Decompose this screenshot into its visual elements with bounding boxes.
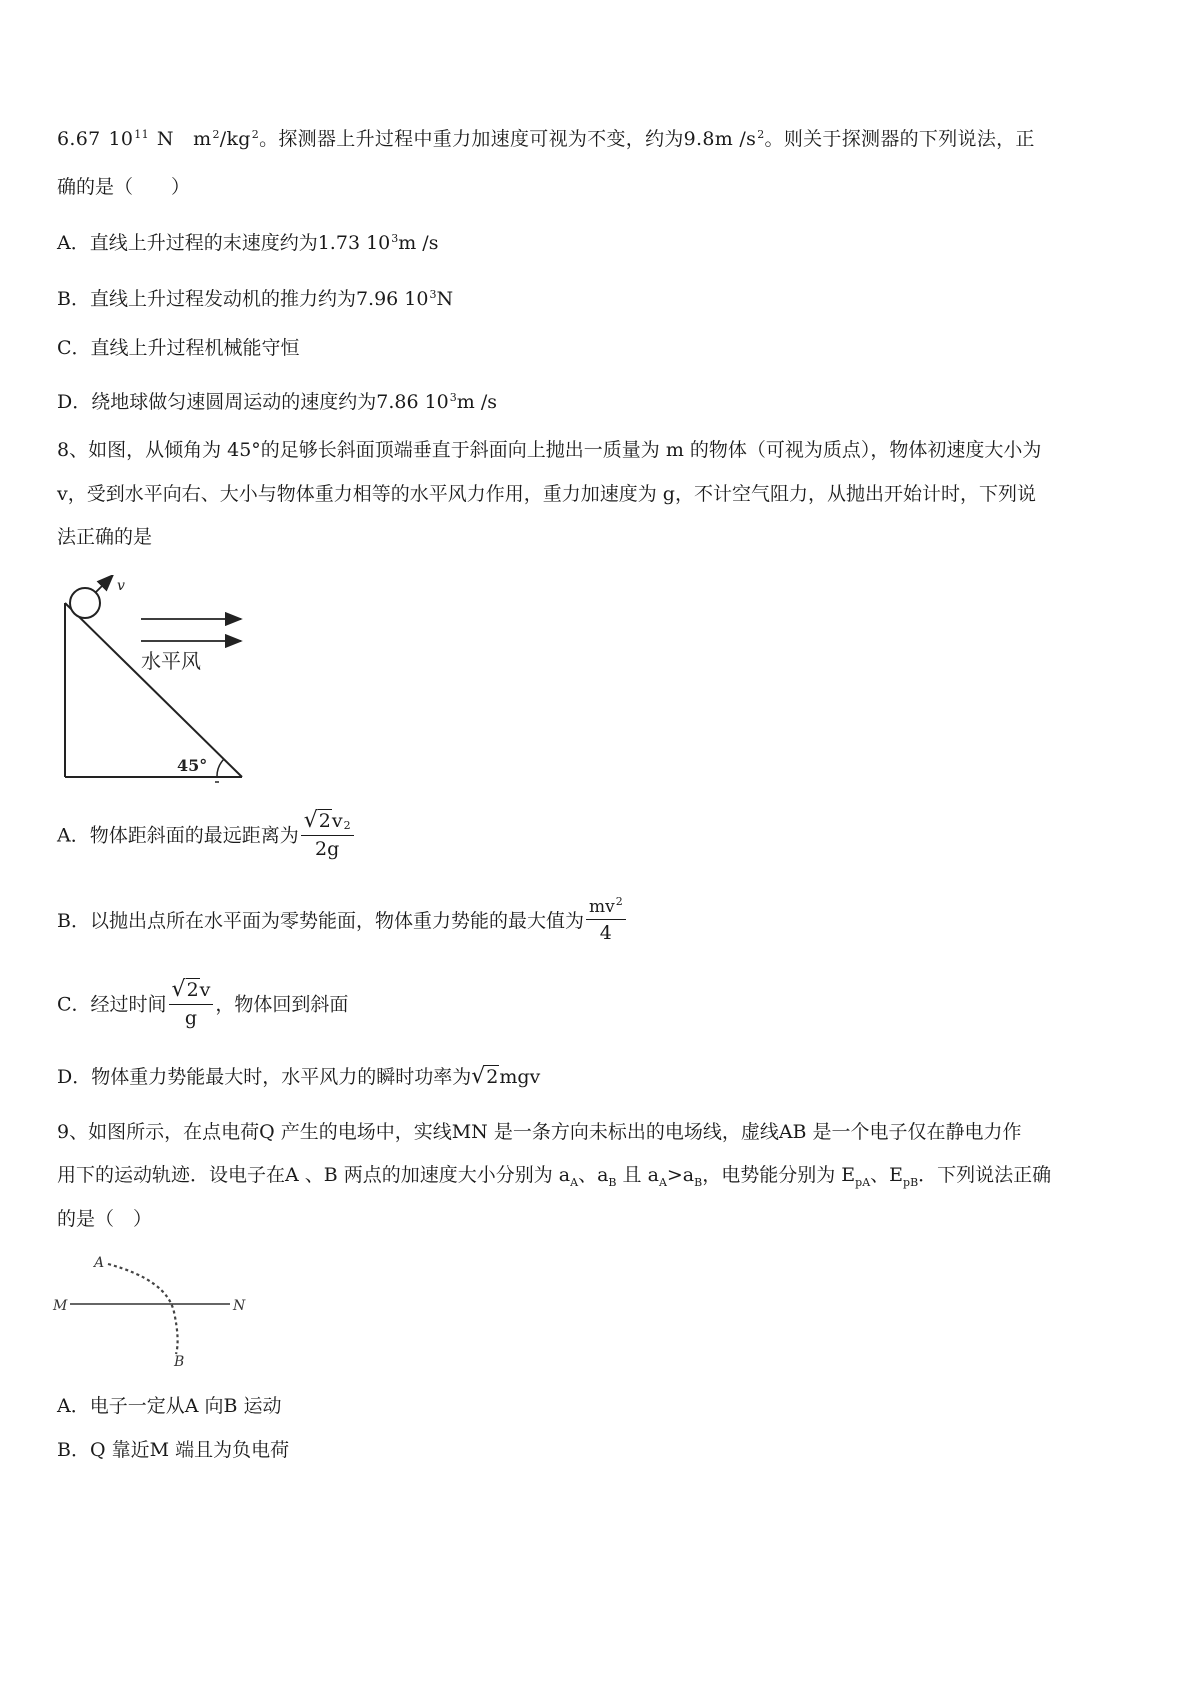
q9-stem-line-2: [57, 1162, 1051, 1196]
velocity-label: v: [117, 578, 125, 594]
option-text: A．直线上升过程的末速度约为1.73 10: [57, 232, 391, 254]
exponent: 2: [615, 895, 623, 908]
subscript: pB: [903, 1176, 919, 1189]
label-b: B: [174, 1354, 185, 1370]
unit-text: /kg: [219, 128, 251, 150]
angle-label: 45°: [177, 756, 208, 775]
q9-option-a: A．电子一定从A 向B 运动: [57, 1395, 282, 1417]
radicand: 2: [486, 1066, 499, 1088]
radicand: 2: [186, 979, 199, 1001]
exponent: 3: [449, 391, 457, 404]
ball: [70, 588, 100, 618]
q9-option-b: B．Q 靠近M 端且为负电荷: [57, 1439, 290, 1461]
exponent: 2: [757, 128, 765, 141]
q9-stem-line-3: 的是（ ）: [57, 1208, 153, 1230]
stem-text: 用下的运动轨迹．设电子在A 、B 两点的加速度大小分别为 a: [57, 1164, 571, 1186]
stem-text: 。则关于探测器的下列说法，正: [764, 128, 1035, 150]
radicand: 2: [318, 810, 331, 832]
exponent: 3: [429, 288, 437, 301]
stem-text: 且 a: [616, 1164, 659, 1186]
q7-option-b: [57, 282, 453, 312]
subscript: B: [608, 1176, 617, 1189]
q7-option-a: [57, 226, 438, 256]
option-text: D．物体重力势能最大时，水平风力的瞬时功率为: [57, 1066, 472, 1088]
exponent: 2: [251, 128, 260, 141]
subscript: A: [658, 1176, 667, 1189]
q8-option-a: [57, 808, 356, 860]
option-text: mgv: [499, 1066, 541, 1088]
power-base: 10: [108, 128, 134, 150]
velocity-arrow: [96, 575, 113, 592]
unit-text: m /s: [456, 391, 497, 413]
stem-text: 。探测器上升过程中重力加速度可视为不变，约为9.8m /s: [259, 128, 757, 150]
stem-text: >a: [666, 1164, 695, 1186]
stem-text: ．下列说法正确: [918, 1164, 1052, 1186]
q7-option-d: [57, 385, 497, 415]
q7-option-c: C．直线上升过程机械能守恒: [57, 337, 300, 359]
wind-label: 水平风: [141, 649, 201, 673]
stem-text: ，电势能分别为 E: [702, 1164, 856, 1186]
numerator-text: v: [331, 810, 343, 832]
denominator: 2g: [315, 838, 340, 860]
q7-stem-line-2: 确的是（ ）: [57, 176, 191, 198]
denominator: 4: [599, 922, 612, 944]
incline-slope: [65, 603, 242, 777]
fraction: [586, 895, 626, 944]
q8-stem-line-2: v，受到水平向右、大小与物体重力相等的水平风力作用，重力加速度为 g，不计空气阻力，从抛出开始计时，下列说: [57, 483, 1036, 505]
q8-stem-line-1: 8、如图，从倾角为 45°的足够长斜面顶端垂直于斜面向上抛出一质量为 m 的物体（可视为质点），物体初速度大小为: [57, 439, 1042, 461]
angle-arc: [217, 759, 224, 777]
fraction: $\frac{√2v2}{2g}$: [301, 808, 354, 860]
q8-option-b: [57, 895, 628, 944]
label-m: M: [53, 1298, 68, 1314]
denominator: g: [184, 1007, 198, 1029]
q9-stem-line-1: 9、如图所示，在点电荷Q 产生的电场中，实线MN 是一条方向未标出的电场线，虚线AB 是一个电子仅在静电力作: [57, 1121, 1022, 1143]
subscript: B: [694, 1176, 703, 1189]
unit-text: N: [436, 288, 454, 310]
subscript: A: [570, 1176, 579, 1189]
q8-incline-figure: [55, 575, 265, 785]
trajectory-ab: [108, 1264, 178, 1354]
unit-text: m /s: [398, 232, 439, 254]
label-n: N: [233, 1298, 246, 1314]
q7-stem-line-1: [57, 122, 1035, 152]
q8-option-c: [57, 977, 348, 1029]
option-text: C．经过时间: [57, 993, 167, 1016]
option-text: B．以抛出点所在水平面为零势能面，物体重力势能的最大值为: [57, 910, 584, 932]
option-text: D．绕地球做匀速圆周运动的速度约为7.86 10: [57, 391, 449, 413]
label-a: A: [94, 1255, 105, 1271]
option-text: B．直线上升过程发动机的推力约为7.96 10: [57, 288, 429, 310]
numerator-text: mv: [588, 897, 615, 917]
q8-stem-line-3: 法正确的是: [57, 526, 153, 548]
exponent: 3: [391, 232, 399, 245]
stem-text: 、a: [578, 1164, 609, 1186]
unit-text: N m: [156, 128, 212, 150]
q8-option-d: D．物体重力势能最大时，水平风力的瞬时功率为√2mgv: [57, 1064, 541, 1089]
exponent: 2: [212, 128, 220, 141]
subscript: pA: [855, 1176, 871, 1189]
numerator-text: v: [199, 979, 211, 1001]
gravitational-constant-value: 6.67: [57, 128, 101, 150]
exponent: 2: [343, 819, 351, 832]
q9-field-line-figure: [52, 1250, 262, 1370]
exponent: 11: [134, 128, 149, 141]
stem-text: 、E: [870, 1164, 904, 1186]
option-text: ，物体回到斜面: [215, 993, 349, 1016]
option-text: A．物体距斜面的最远距离为: [57, 824, 299, 847]
fraction: $\frac{√2v}{g}$: [169, 977, 214, 1029]
